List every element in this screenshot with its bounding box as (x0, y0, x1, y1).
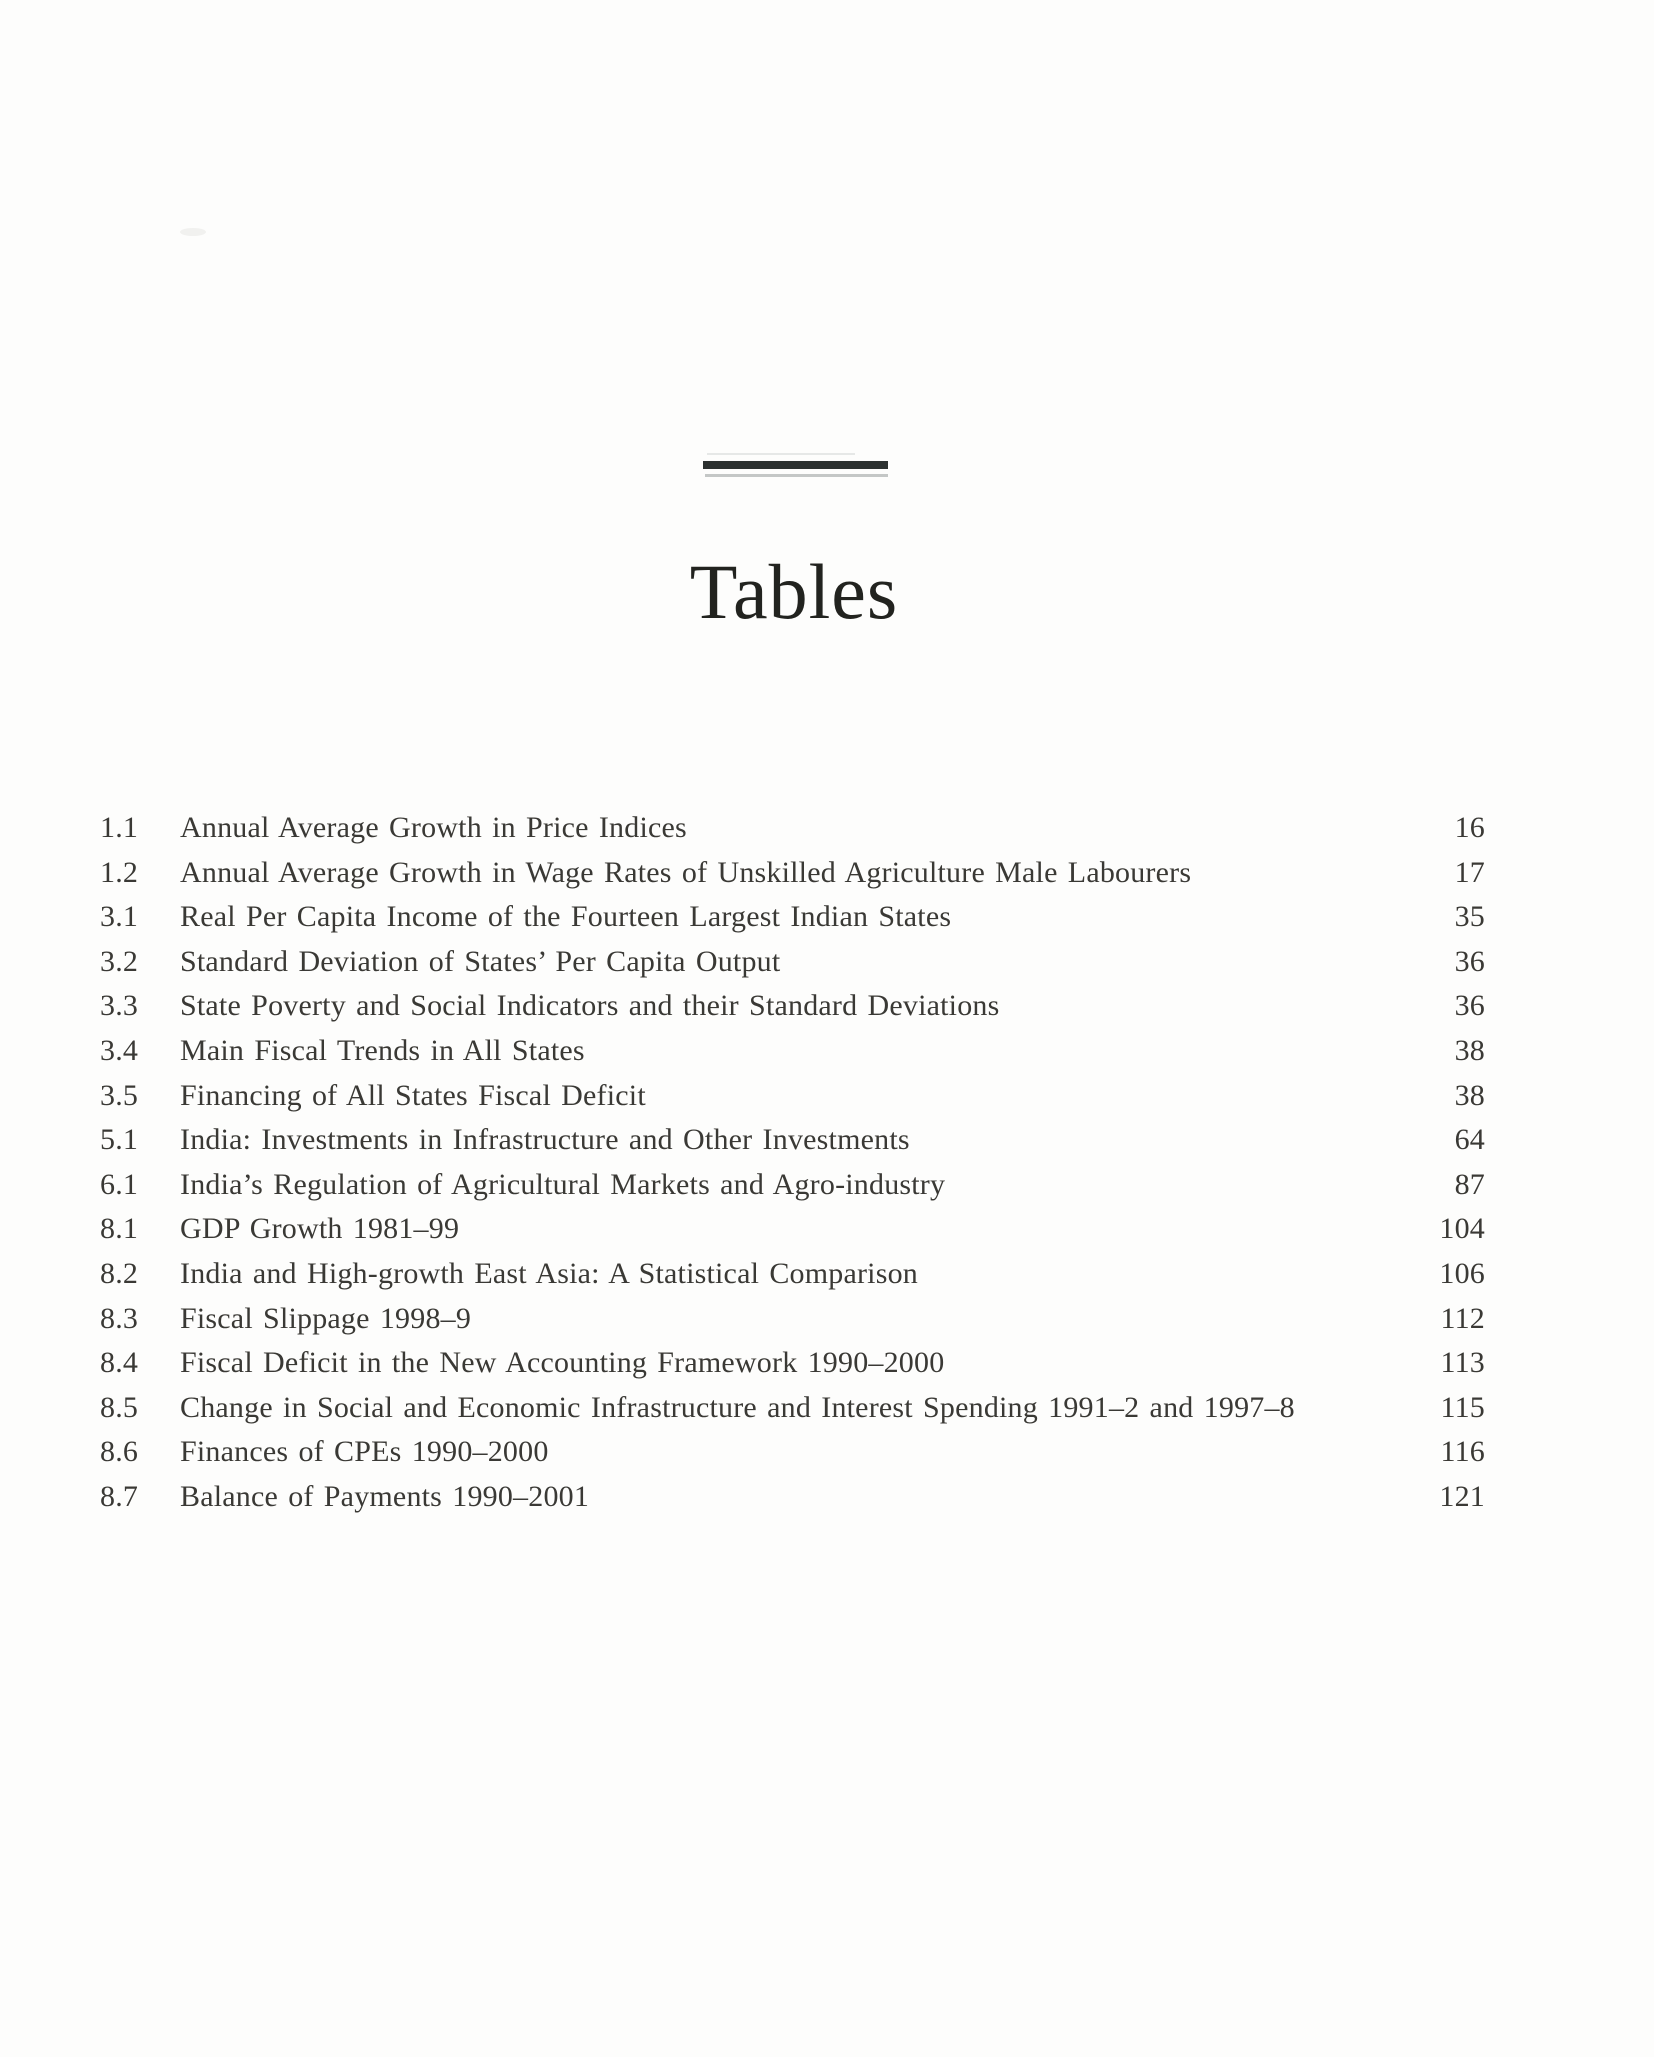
table-entry-page-number: 115 (1440, 1390, 1485, 1424)
table-entry-title: Fiscal Deficit in the New Accounting Framework 1990–2000 (180, 1346, 945, 1380)
table-entry-page-number: 116 (1440, 1435, 1485, 1469)
divider-thin-rule (705, 474, 888, 477)
table-entry-title: Main Fiscal Trends in All States (180, 1033, 585, 1067)
table-entry-row (100, 1163, 1485, 1208)
tables-list (100, 806, 1485, 1520)
table-entry-number: 8.6 (100, 1435, 139, 1469)
table-entry-title: Fiscal Slippage 1998–9 (180, 1301, 472, 1335)
table-entry-page-number: 64 (1454, 1123, 1485, 1157)
table-entry-number: 3.1 (100, 900, 139, 934)
table-entry-row (100, 851, 1485, 896)
table-entry-title: Annual Average Growth in Price Indices (180, 811, 687, 844)
table-entry-title: India: Investments in Infrastructure and Other Investments (180, 1123, 910, 1157)
table-entry-page-number: 36 (1454, 989, 1485, 1023)
table-entry-title: India and High-growth East Asia: A Statistical Comparison (180, 1256, 918, 1290)
table-entry-title: Change in Social and Economic Infrastructure and Interest Spending 1991–2 and 1997–8 (180, 1390, 1295, 1424)
table-entry-page-number: 17 (1454, 855, 1485, 889)
table-entry-page-number: 104 (1439, 1212, 1485, 1246)
table-entry-page-number: 113 (1440, 1346, 1485, 1380)
scan-smudge-artifact (180, 228, 206, 236)
table-entry-number: 1.1 (100, 811, 139, 844)
table-entry-number: 3.5 (100, 1078, 139, 1112)
table-entry-page-number: 106 (1439, 1256, 1485, 1290)
table-entry-page-number: 121 (1439, 1479, 1485, 1513)
table-entry-number: 3.4 (100, 1033, 139, 1067)
table-entry-row (100, 1029, 1485, 1074)
table-entry-page-number: 38 (1454, 1078, 1485, 1112)
table-entry-row (100, 1118, 1485, 1163)
table-entry-number: 1.2 (100, 855, 139, 889)
table-entry-page-number: 36 (1454, 944, 1485, 978)
table-entry-row (100, 1074, 1485, 1119)
table-entry-title: Financing of All States Fiscal Deficit (180, 1078, 646, 1112)
table-entry-row (100, 1207, 1485, 1252)
table-entry-page-number: 38 (1454, 1033, 1485, 1067)
divider-ghost-line (707, 453, 855, 455)
table-entry-page-number: 87 (1454, 1167, 1485, 1201)
table-entry-row (100, 1297, 1485, 1342)
divider-thick-rule (703, 461, 888, 469)
table-entry-number: 3.3 (100, 989, 139, 1023)
table-entry-row (100, 940, 1485, 985)
table-entry-page-number: 16 (1454, 811, 1485, 844)
table-entry-row (100, 1386, 1485, 1431)
table-entry-number: 8.7 (100, 1479, 139, 1513)
table-entry-title: Balance of Payments 1990–2001 (180, 1479, 590, 1513)
table-entry-number: 6.1 (100, 1167, 139, 1201)
table-entry-number: 8.2 (100, 1256, 139, 1290)
table-entry-row (100, 1252, 1485, 1297)
table-entry-row (100, 895, 1485, 940)
table-entry-row (100, 1430, 1485, 1475)
table-entry-title: State Poverty and Social Indicators and their Standard Deviations (180, 989, 1000, 1023)
table-entry-page-number: 35 (1454, 900, 1485, 934)
table-entry-number: 8.5 (100, 1390, 139, 1424)
table-entry-title: GDP Growth 1981–99 (180, 1212, 460, 1246)
table-entry-title: Annual Average Growth in Wage Rates of Unskilled Agriculture Male Labourers (180, 855, 1192, 889)
table-entry-number: 8.4 (100, 1346, 139, 1380)
table-entry-title: Real Per Capita Income of the Fourteen Largest Indian States (180, 900, 952, 934)
table-entry-title: Standard Deviation of States’ Per Capita Output (180, 944, 781, 978)
table-entry-title: India’s Regulation of Agricultural Markets and Agro-industry (180, 1167, 946, 1201)
table-entry-title: Finances of CPEs 1990–2000 (180, 1435, 549, 1469)
table-entry-row (100, 984, 1485, 1029)
page-title: Tables (689, 548, 899, 635)
table-entry-row (100, 1475, 1485, 1520)
table-entry-row (100, 1341, 1485, 1386)
table-entry-row (100, 806, 1485, 851)
table-entry-number: 8.1 (100, 1212, 139, 1246)
table-entry-number: 8.3 (100, 1301, 139, 1335)
table-entry-number: 5.1 (100, 1123, 139, 1157)
table-entry-page-number: 112 (1440, 1301, 1485, 1335)
table-entry-number: 3.2 (100, 944, 139, 978)
